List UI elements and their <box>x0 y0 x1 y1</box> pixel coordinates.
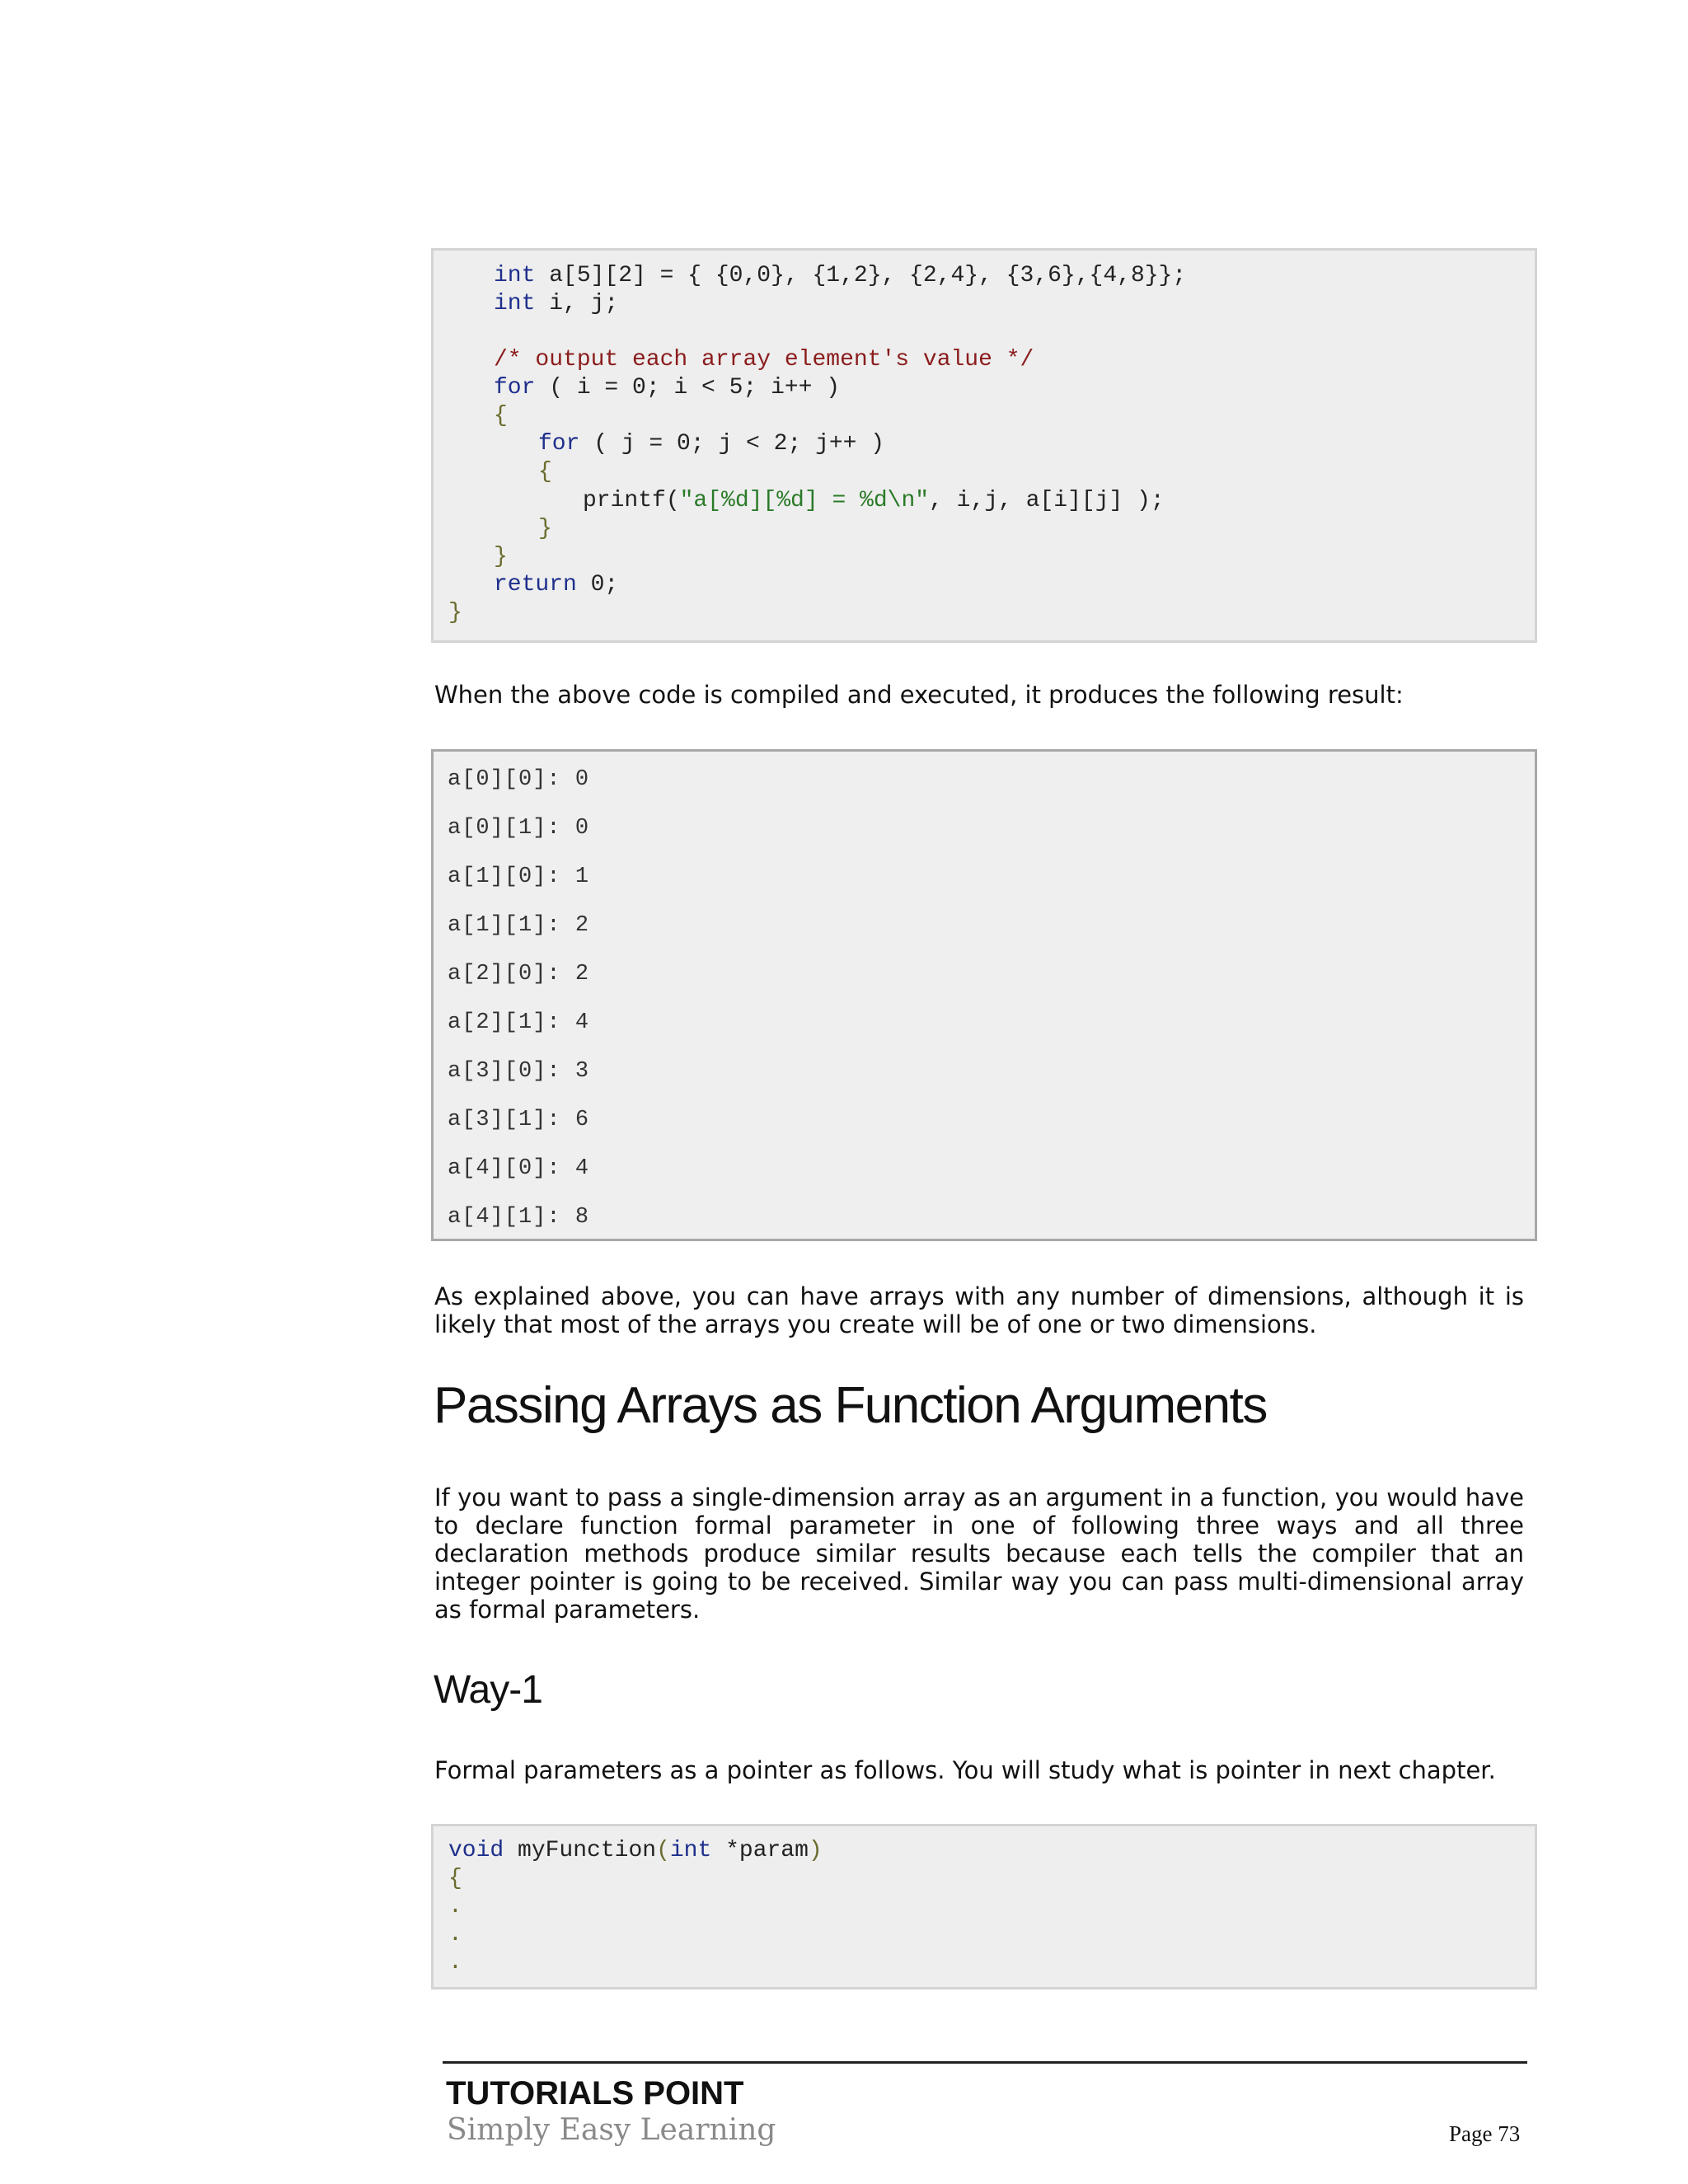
code-line <box>448 1837 823 1865</box>
footer-brand: TUTORIALS POINT <box>446 2075 744 2111</box>
code-brace: { <box>494 403 508 429</box>
code-block-array-loop <box>431 248 1537 643</box>
output-line: a[4][0]: 4 <box>448 1156 590 1181</box>
code-keyword: int <box>494 263 536 288</box>
code-brace: } <box>448 600 462 626</box>
output-line: a[1][0]: 1 <box>448 865 590 889</box>
code-line <box>538 430 884 458</box>
code-function: printf( <box>583 488 680 513</box>
output-line: a[2][0]: 2 <box>448 962 590 987</box>
code-line <box>494 571 618 599</box>
code-keyword: int <box>669 1838 712 1863</box>
code-line <box>494 290 618 318</box>
program-output-block <box>431 749 1537 1241</box>
code-punctuation: ( <box>656 1838 670 1863</box>
code-keyword: int <box>494 291 536 316</box>
code-text: , i,j, a[i][j] ); <box>929 488 1165 513</box>
subheading-way-1: Way-1 <box>434 1668 542 1712</box>
output-line: a[4][1]: 8 <box>448 1205 590 1230</box>
footer-tagline: Simply Easy Learning <box>447 2113 776 2147</box>
code-text: a[5][2] = { {0,0}, {1,2}, {2,4}, {3,6},{4,8}}; <box>535 263 1187 288</box>
paragraph-way-1: Formal parameters as a pointer as follows. You will study what is pointer in next chapter. <box>434 1756 1496 1784</box>
page-number: Page 73 <box>1449 2121 1521 2146</box>
output-line: a[0][1]: 0 <box>448 816 590 841</box>
code-ellipsis-dot: . <box>448 1950 462 1975</box>
code-brace: } <box>494 544 508 569</box>
code-text: ( i = 0; i < 5; i++ ) <box>535 375 841 401</box>
output-line: a[1][1]: 2 <box>448 913 590 938</box>
output-line: a[0][0]: 0 <box>448 767 590 792</box>
code-ellipsis-dot: . <box>448 1922 462 1947</box>
code-ellipsis-dot: . <box>448 1894 462 1919</box>
code-brace: { <box>448 1866 462 1891</box>
output-line: a[3][0]: 3 <box>448 1059 590 1084</box>
code-text: ( j = 0; j < 2; j++ ) <box>579 431 885 457</box>
code-string: "a[%d][%d] = %d\n" <box>679 488 930 513</box>
output-line: a[3][1]: 6 <box>448 1108 590 1132</box>
section-heading: Passing Arrays as Function Arguments <box>434 1377 1267 1434</box>
code-keyword: void <box>448 1838 504 1863</box>
code-line <box>494 262 1186 290</box>
code-brace: { <box>538 459 552 485</box>
code-punctuation: ) <box>808 1838 823 1863</box>
footer-divider <box>443 2061 1527 2064</box>
paragraph-dimensions: As explained above, you can have arrays with any number of dimensions, although it is likely that most of the arrays you create will be of one or two dimensions. <box>434 1282 1524 1338</box>
code-keyword: for <box>538 431 580 457</box>
code-block-my-function <box>431 1824 1537 1990</box>
code-comment: /* output each array element's value */ <box>494 347 1034 373</box>
code-text: i, j; <box>535 291 619 316</box>
intro-text: When the above code is compiled and executed, it produces the following result: <box>434 681 1404 709</box>
paragraph-passing-arrays: If you want to pass a single-dimension array as an argument in a function, you would have to declare function formal parameter in one of following three ways and all three declaration methods produce similar results because each tells the compiler that an integer pointer is going to be received. Similar way you can pass multi-dimensional array as formal parameters. <box>434 1483 1524 1624</box>
code-keyword: for <box>494 375 536 401</box>
code-text: *param <box>711 1838 809 1863</box>
output-line: a[2][1]: 4 <box>448 1010 590 1035</box>
code-brace: } <box>538 516 552 541</box>
code-text: 0; <box>576 572 619 598</box>
code-function: myFunction <box>504 1838 657 1863</box>
code-line <box>583 487 1165 515</box>
code-keyword: return <box>494 572 577 598</box>
code-line <box>494 374 840 402</box>
